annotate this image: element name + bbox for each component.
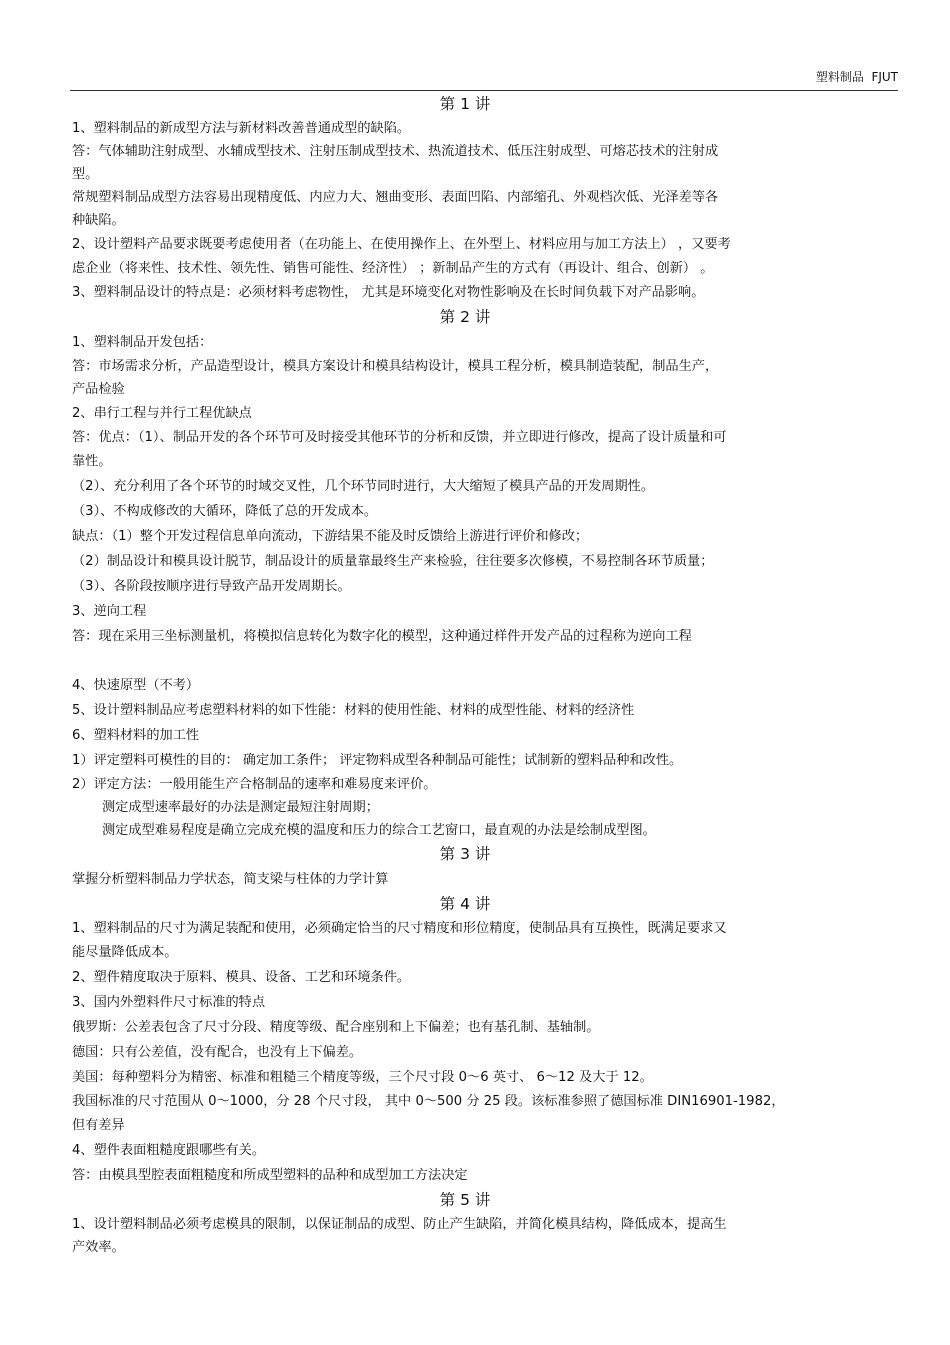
lecture-2-line: 答：市场需求分析，产品造型设计，模具方案设计和模具结构设计，模具工程分析，模具制造装配，制品生产，	[72, 359, 719, 374]
lecture-3-line: 掌握分析塑料制品力学状态，简支梁与柱体的力学计算	[72, 872, 389, 887]
lecture-1-line: 种缺陷。	[72, 213, 125, 228]
lecture-5-line: 1、设计塑料制品必须考虑模具的限制，以保证制品的成型、防止产生缺陷，并简化模具结构，降低成本，提高生	[72, 1217, 727, 1232]
lecture-1-heading: 第 1 讲	[439, 95, 491, 113]
lecture-2-line: 答：现在采用三坐标测量机，将模拟信息转化为数字化的模型，这种通过样件开发产品的过程称为逆向工程	[72, 629, 692, 644]
lecture-4-line: 美国：每种塑料分为精密、标准和粗糙三个精度等级，三个尺寸段 0～6 英寸、 6～12 及大于 12。	[72, 1070, 653, 1085]
lecture-1-line: 1、塑料制品的新成型方法与新材料改善普通成型的缺陷。	[72, 121, 411, 136]
lecture-2-line: 答：优点：（1）、制品开发的各个环节可及时接受其他环节的分析和反馈，并立即进行修改，提高了设计质量和可	[72, 430, 727, 445]
lecture-2-line: 5、设计塑料制品应考虑塑料材料的如下性能：材料的使用性能、材料的成型性能、材料的经济性	[72, 703, 635, 718]
lecture-2-line: 产品检验	[72, 382, 125, 397]
lecture-4-heading: 第 4 讲	[439, 895, 491, 913]
lecture-1-line: 型。	[72, 167, 99, 182]
lecture-4-line: 2、塑件精度取决于原料、模具、设备、工艺和环境条件。	[72, 970, 411, 985]
lecture-4-line: 4、塑件表面粗糙度跟哪些有关。	[72, 1143, 266, 1158]
lecture-4-line: 我国标准的尺寸范围从 0～1000，分 28 个尺寸段， 其中 0～500 分 25 段。该标准参照了德国标准 DIN16901-1982，	[72, 1094, 785, 1109]
lecture-4-line: 能尽量降低成本。	[72, 945, 178, 960]
lecture-4-line: 但有差异	[72, 1118, 125, 1133]
lecture-2-line: 测定成型速率最好的办法是测定最短注射周期；	[102, 800, 379, 815]
lecture-2-line: （2）制品设计和模具设计脱节，制品设计的质量靠最终生产来检验，往往要多次修模，不易控制各环节质量；	[72, 554, 714, 569]
lecture-1-line: 虑企业（将来性、技术性、领先性、销售可能性、经济性） ；新制品产生的方式有（再设计、组合、创新） 。	[72, 261, 714, 276]
lecture-1-line: 常规塑料制品成型方法容易出现精度低、内应力大、翘曲变形、表面凹陷、内部缩孔、外观档次低、光泽差等各	[72, 190, 719, 205]
lecture-2-line: 1、塑料制品开发包括：	[72, 335, 213, 350]
lecture-1-line: 3、塑料制品设计的特点是：必须材料考虑物性， 尤其是环境变化对物性影响及在长时间负载下对产品影响。	[72, 285, 705, 300]
lecture-2-line: 测定成型难易程度是确立完成充模的温度和压力的综合工艺窗口，最直观的办法是绘制成型图。	[102, 823, 656, 838]
lecture-2-line: （3）、不构成修改的大循环，降低了总的开发成本。	[72, 504, 378, 519]
lecture-2-line: 2）评定方法：一般用能生产合格制品的速率和难易度来评价。	[72, 777, 437, 792]
lecture-2-line: 1）评定塑料可模性的目的： 确定加工条件； 评定物料成型各种制品可能性；试制新的塑料品种和改性。	[72, 753, 683, 768]
lecture-2-line: （3）、各阶段按顺序进行导致产品开发周期长。	[72, 579, 351, 594]
lecture-5-heading: 第 5 讲	[439, 1191, 491, 1209]
lecture-2-line: （2）、充分利用了各个环节的时域交叉性，几个环节同时进行，大大缩短了模具产品的开发周期性。	[72, 479, 655, 494]
lecture-4-line: 3、国内外塑料件尺寸标准的特点	[72, 995, 266, 1010]
lecture-2-line: 2、串行工程与并行工程优缺点	[72, 406, 252, 421]
lecture-4-line: 俄罗斯：公差表包含了尺寸分段、精度等级、配合座别和上下偏差；也有基孔制、基轴制。	[72, 1020, 600, 1035]
lecture-1-line: 2、设计塑料产品要求既要考虑使用者（在功能上、在使用操作上、在外型上、材料应用与加工方法上） ，又要考	[72, 237, 731, 252]
document-body	[72, 92, 898, 1259]
lecture-1-line: 答：气体辅助注射成型、水辅成型技术、注射压制成型技术、热流道技术、低压注射成型、可熔芯技术的注射成	[72, 144, 719, 159]
lecture-2-heading: 第 2 讲	[439, 308, 491, 326]
lecture-2-line: 缺点：（1）整个开发过程信息单向流动，下游结果不能及时反馈给上游进行评价和修改；	[72, 529, 589, 544]
lecture-4-line: 答：由模具型腔表面粗糙度和所成型塑料的品种和成型加工方法决定	[72, 1168, 468, 1183]
lecture-5-line: 产效率。	[72, 1240, 125, 1255]
blank-line	[72, 649, 898, 673]
page-header: 塑料制品 FJUT	[815, 70, 898, 84]
lecture-4-line: 1、塑料制品的尺寸为满足装配和使用，必须确定恰当的尺寸精度和形位精度，使制品具有互换性，既满足要求又	[72, 921, 727, 936]
lecture-2-line: 3、逆向工程	[72, 604, 147, 619]
lecture-4-line: 德国：只有公差值，没有配合，也没有上下偏差。	[72, 1045, 363, 1060]
lecture-2-line: 靠性。	[72, 454, 112, 469]
lecture-2-line: 4、快速原型（不考）	[72, 678, 200, 693]
lecture-2-line: 6、塑料材料的加工性	[72, 728, 200, 743]
lecture-3-heading: 第 3 讲	[439, 845, 491, 863]
header-divider	[70, 90, 898, 91]
